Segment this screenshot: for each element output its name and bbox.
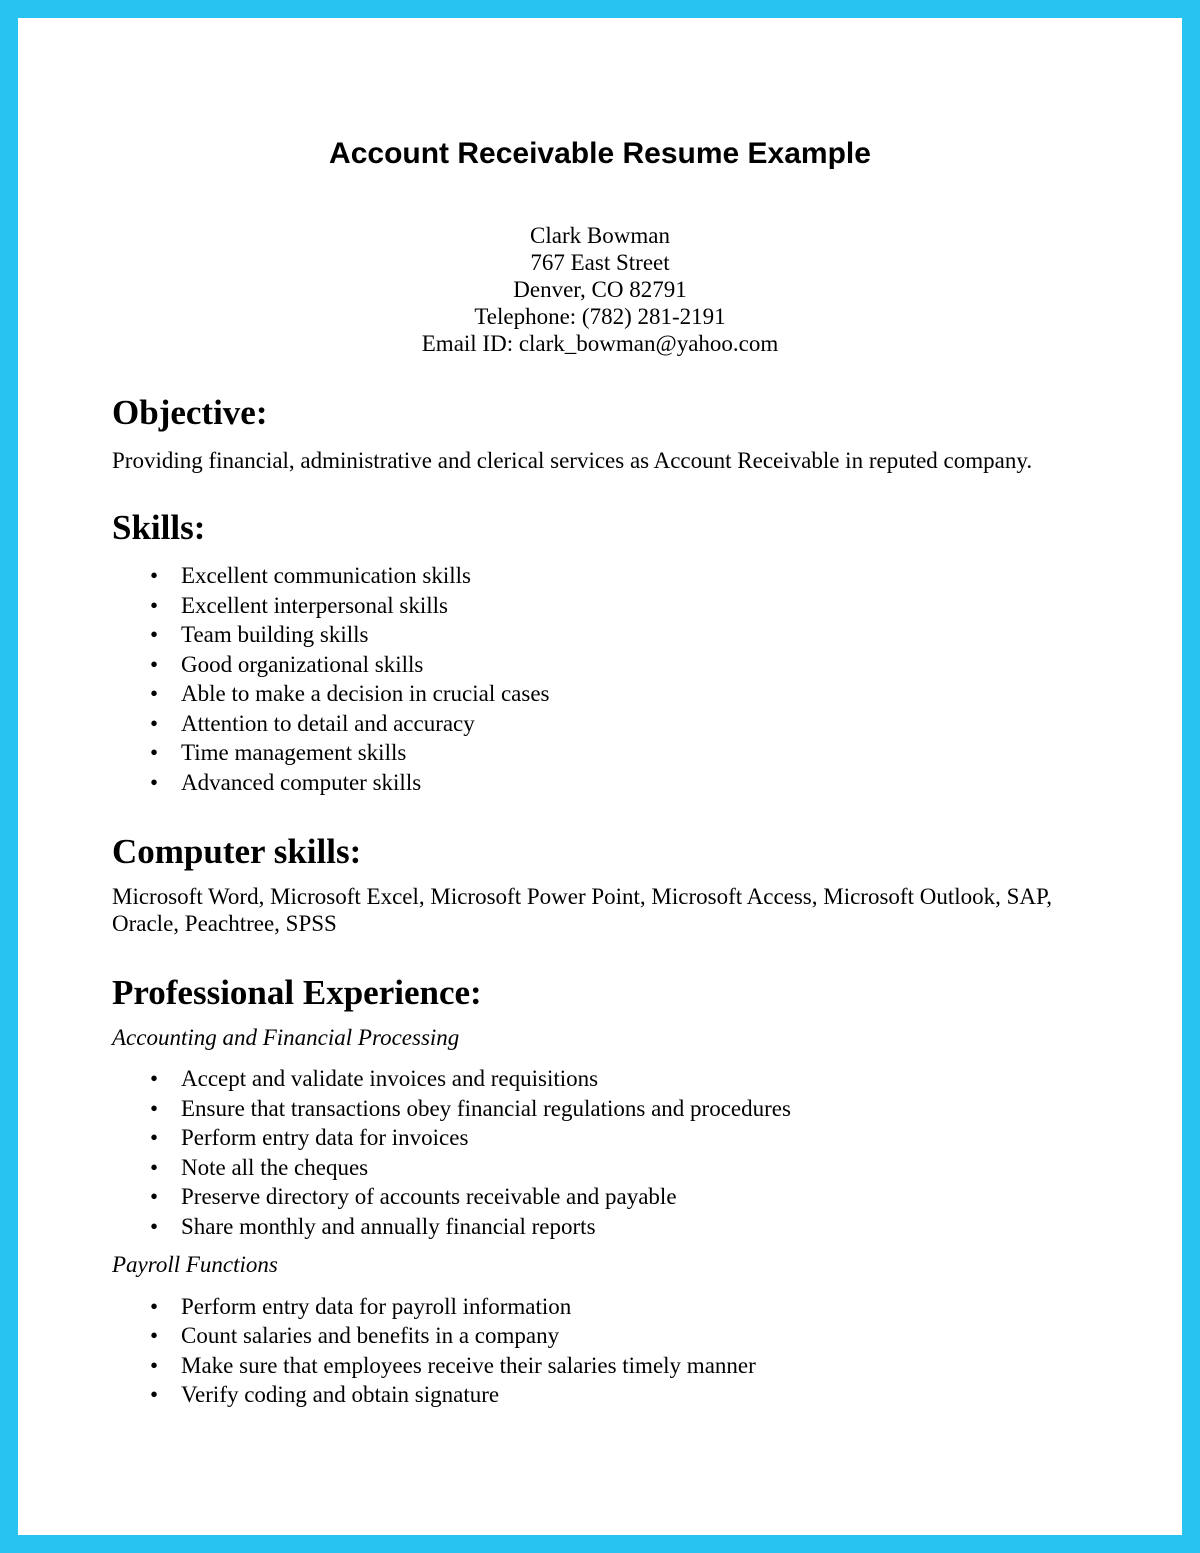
experience-section-title: Payroll Functions [112, 1252, 278, 1277]
skill-text: Attention to detail and accuracy [181, 710, 475, 736]
list-item: • Good organizational skills [150, 651, 424, 677]
list-item: • Share monthly and annually financial reports [150, 1213, 596, 1239]
skill-text: Team building skills [181, 622, 369, 647]
duty-text: Note all the cheques [181, 1154, 369, 1180]
duty-text: Ensure that transactions obey financial regulations and procedures [181, 1095, 791, 1121]
skill-text: Advanced computer skills [181, 769, 422, 795]
duty-text: Accept and validate invoices and requisitions [181, 1066, 599, 1091]
skill-text: Excellent interpersonal skills [181, 592, 448, 618]
skills-list [0, 561, 550, 797]
duty-text: Perform entry data for invoices [181, 1125, 469, 1150]
computer-skills-heading: Computer skills: [112, 832, 362, 871]
list-item: • Preserve directory of accounts receivable and payable [150, 1184, 677, 1209]
skill-text: Excellent communication skills [181, 563, 471, 588]
skill-text: Time management skills [181, 740, 407, 765]
computer-skills-text: Microsoft Word, Microsoft Excel, Microsoft Power Point, Microsoft Access, Microsoft Outlook, SAP, Oracle, Peachtree, SPSS [112, 884, 1053, 936]
objective-heading: Objective: [112, 393, 268, 432]
list-item: • Perform entry data for payroll information [150, 1294, 572, 1319]
list-item: • Accept and validate invoices and requisitions [150, 1066, 599, 1091]
list-item: • Excellent interpersonal skills [150, 592, 448, 618]
duty-text: Preserve directory of accounts receivable and payable [181, 1184, 677, 1209]
objective-text: Providing financial, administrative and clerical services as Account Receivable in reputed company. [112, 448, 1033, 473]
duty-text: Perform entry data for payroll information [181, 1294, 572, 1319]
contact-block [0, 222, 1200, 357]
list-item: • Count salaries and benefits in a company [150, 1323, 560, 1349]
list-item: • Attention to detail and accuracy [150, 710, 475, 736]
document-title: Account Receivable Resume Example [329, 137, 871, 170]
experience-section-title: Accounting and Financial Processing [112, 1025, 460, 1050]
experience-heading: Professional Experience: [112, 973, 482, 1012]
list-item: • Make sure that employees receive their salaries timely manner [150, 1352, 756, 1378]
list-item: • Team building skills [150, 622, 369, 647]
contact-street: 767 East Street [530, 250, 670, 275]
contact-email: Email ID: clark_bowman@yahoo.com [421, 331, 779, 356]
payroll-duties-list [0, 1292, 756, 1409]
list-item: • Perform entry data for invoices [150, 1125, 469, 1150]
list-item: • Advanced computer skills [150, 769, 422, 795]
contact-city: Denver, CO 82791 [513, 277, 687, 302]
list-item: • Able to make a decision in crucial cases [150, 681, 550, 706]
duty-text: Share monthly and annually financial reports [181, 1213, 596, 1239]
skill-text: Good organizational skills [181, 651, 424, 677]
duty-text: Count salaries and benefits in a company [181, 1323, 560, 1349]
list-item: • Ensure that transactions obey financial regulations and procedures [150, 1095, 791, 1121]
duty-text: Verify coding and obtain signature [181, 1381, 500, 1407]
list-item: • Note all the cheques [150, 1154, 369, 1180]
list-item: • Excellent communication skills [150, 563, 471, 588]
skills-heading: Skills: [112, 508, 206, 547]
contact-name: Clark Bowman [530, 223, 670, 248]
experience-duties-list [0, 1064, 791, 1241]
list-item: • Verify coding and obtain signature [150, 1381, 500, 1407]
contact-telephone: Telephone: (782) 281-2191 [474, 304, 726, 329]
duty-text: Make sure that employees receive their salaries timely manner [181, 1352, 756, 1378]
skill-text: Able to make a decision in crucial cases [181, 681, 550, 706]
list-item: • Time management skills [150, 740, 407, 765]
